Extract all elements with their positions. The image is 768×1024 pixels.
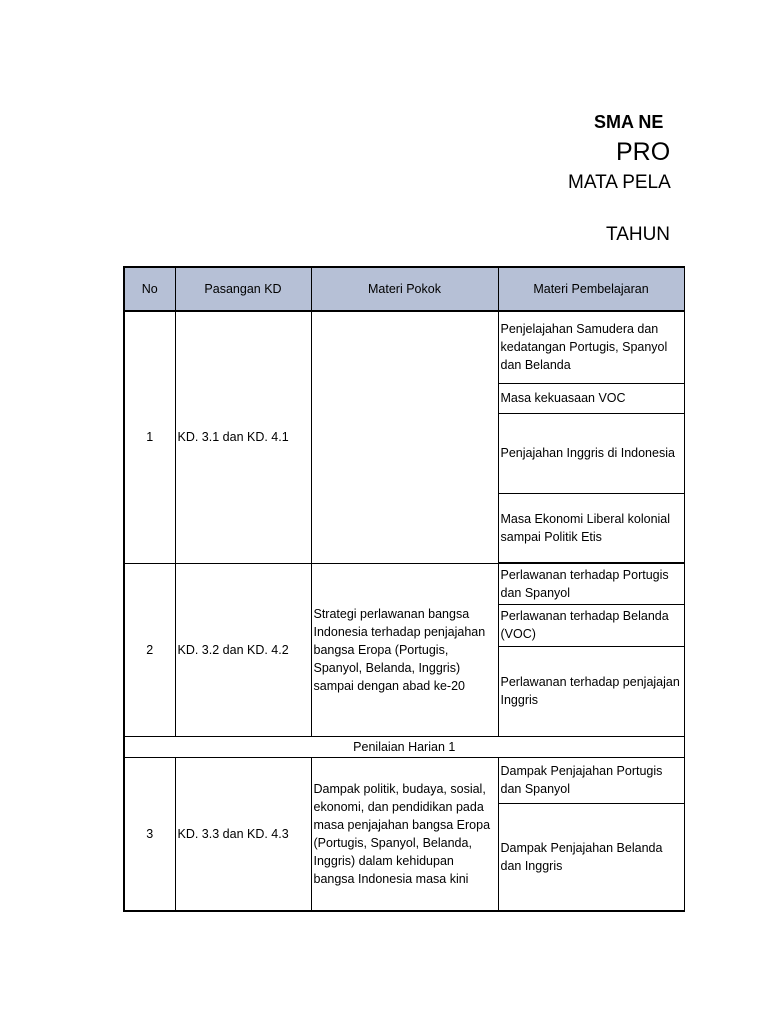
table-row — [124, 757, 684, 803]
kd-cell: KD. 3.3 dan KD. 4.3 — [175, 757, 311, 911]
table-row — [124, 311, 684, 383]
table-row — [124, 563, 684, 604]
materi-pokok-cell — [311, 311, 498, 563]
kd-cell: KD. 3.1 dan KD. 4.1 — [175, 311, 311, 563]
row-number: 1 — [124, 311, 175, 563]
materi-pembelajaran-cell: Penjelajahan Samudera dan kedatangan Portugis, Spanyol dan Belanda — [498, 311, 684, 383]
materi-pembelajaran-cell: Dampak Penjajahan Portugis dan Spanyol — [498, 757, 684, 803]
subject-heading: MATA PELA — [568, 172, 671, 193]
materi-pembelajaran-cell: Perlawanan terhadap penjajajan Inggris — [498, 646, 684, 736]
materi-pembelajaran-cell: Perlawanan terhadap Portugis dan Spanyol — [498, 563, 684, 604]
assessment-row — [124, 736, 684, 757]
materi-pembelajaran-cell: Penjajahan Inggris di Indonesia — [498, 413, 684, 493]
program-table — [123, 266, 685, 912]
table-header-row — [124, 267, 684, 311]
col-header-materi-pembelajaran: Materi Pembelajaran — [498, 267, 684, 311]
school-name-heading: SMA NE — [594, 112, 664, 132]
materi-pembelajaran-cell: Perlawanan terhadap Belanda (VOC) — [498, 604, 684, 646]
materi-pembelajaran-cell: Dampak Penjajahan Belanda dan Inggris — [498, 803, 684, 911]
row-number: 2 — [124, 563, 175, 736]
year-heading: TAHUN — [606, 224, 671, 245]
program-heading: PRO — [616, 138, 671, 166]
row-number: 3 — [124, 757, 175, 911]
assessment-label: Penilaian Harian 1 — [124, 736, 684, 757]
col-header-no: No — [124, 267, 175, 311]
materi-pokok-cell: Strategi perlawanan bangsa Indonesia terhadap penjajahan bangsa Eropa (Portugis, Spanyol, Belanda, Inggris) sampai dengan abad ke-20 — [311, 563, 498, 736]
kd-cell: KD. 3.2 dan KD. 4.2 — [175, 563, 311, 736]
col-header-pasangan-kd: Pasangan KD — [175, 267, 311, 311]
col-header-materi-pokok: Materi Pokok — [311, 267, 498, 311]
materi-pokok-cell: Dampak politik, budaya, sosial, ekonomi, dan pendidikan pada masa penjajahan bangsa Eropa (Portugis, Spanyol, Belanda, Inggris) dalam kehidupan bangsa Indonesia masa kini — [311, 757, 498, 911]
materi-pembelajaran-cell: Masa kekuasaan VOC — [498, 383, 684, 413]
materi-pembelajaran-cell: Masa Ekonomi Liberal kolonial sampai Politik Etis — [498, 493, 684, 563]
